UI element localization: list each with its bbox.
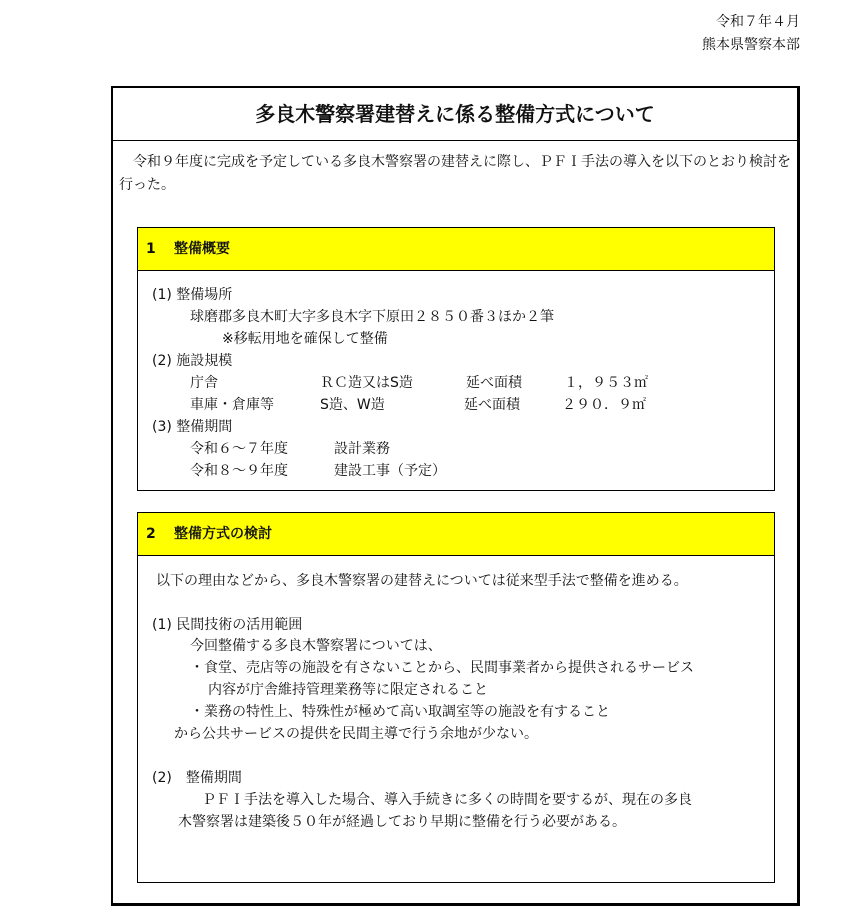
section-method-review — [137, 512, 775, 883]
location-value: 球磨郡多良木町大字多良木字下原田２８５０番３ほか２筆 — [190, 309, 554, 325]
item1-bullet: ・業務の特性上、特殊性が極めて高い取調室等の施設を有すること — [190, 704, 610, 720]
section-number: 2 — [146, 526, 156, 542]
item2-text-continuation: 木警察署は建築後５０年が経過しており早期に整備を行う必要がある。 — [178, 814, 626, 830]
section-title: 整備方式の検討 — [174, 526, 272, 542]
scale-row-area: １，９５３㎡ — [564, 375, 648, 391]
location-note: ※移転用地を確保して整備 — [222, 331, 388, 347]
scale-row-structure: ＲＣ造又はS造 — [320, 375, 413, 391]
period-row-task: 設計業務 — [334, 441, 390, 457]
document-frame — [111, 86, 800, 906]
item2-label: (2) 整備期間 — [152, 770, 242, 786]
period-row-years: 令和６～７年度 — [190, 441, 288, 457]
item1-bullet-continuation: 内容が庁舎維持管理業務等に限定されること — [208, 682, 488, 698]
issuing-organization: 熊本県警察本部 — [702, 37, 800, 53]
period-label: (3) 整備期間 — [152, 419, 233, 435]
scale-row-name: 庁舎 — [190, 375, 218, 391]
section-title: 整備概要 — [174, 241, 230, 257]
scale-label: (2) 施設規模 — [152, 353, 233, 369]
section-overview-heading — [138, 228, 774, 271]
document-date: 令和７年４月 — [716, 14, 800, 30]
item1-bullet: ・食堂、売店等の施設を有さないことから、民間事業者から提供されるサービス — [190, 660, 694, 676]
period-row-years: 令和８～９年度 — [190, 463, 288, 479]
scale-row-area: ２９０．９㎡ — [562, 397, 646, 413]
section-method-heading — [138, 513, 774, 556]
section-overview — [137, 227, 775, 491]
period-row-task: 建設工事（予定） — [334, 463, 446, 479]
scale-row-structure: S造、W造 — [320, 397, 385, 413]
scale-row-area-label: 延べ面積 — [464, 397, 520, 413]
item1-conclusion: から公共サービスの提供を民間主導で行う余地が少ない。 — [174, 726, 538, 742]
item1-label: (1) 民間技術の活用範囲 — [152, 617, 303, 633]
scale-row-name: 車庫・倉庫等 — [190, 397, 274, 413]
location-label: (1) 整備場所 — [152, 287, 233, 303]
scale-row-area-label: 延べ面積 — [466, 375, 522, 391]
item1-intro: 今回整備する多良木警察署については、 — [190, 638, 442, 654]
section-number: 1 — [146, 241, 156, 257]
method-lead: 以下の理由などから、多良木警察署の建替えについては従来型手法で整備を進める。 — [156, 573, 688, 589]
item2-text: ＰＦＩ手法を導入した場合、導入手続きに多くの時間を要するが、現在の多良 — [202, 792, 692, 808]
intro-paragraph: 令和９年度に完成を予定している多良木警察署の建替えに際し、ＰＦＩ手法の導入を以下のとおり検討を行った。 — [119, 154, 791, 193]
document-title: 多良木警察署建替えに係る整備方式について — [113, 88, 797, 141]
